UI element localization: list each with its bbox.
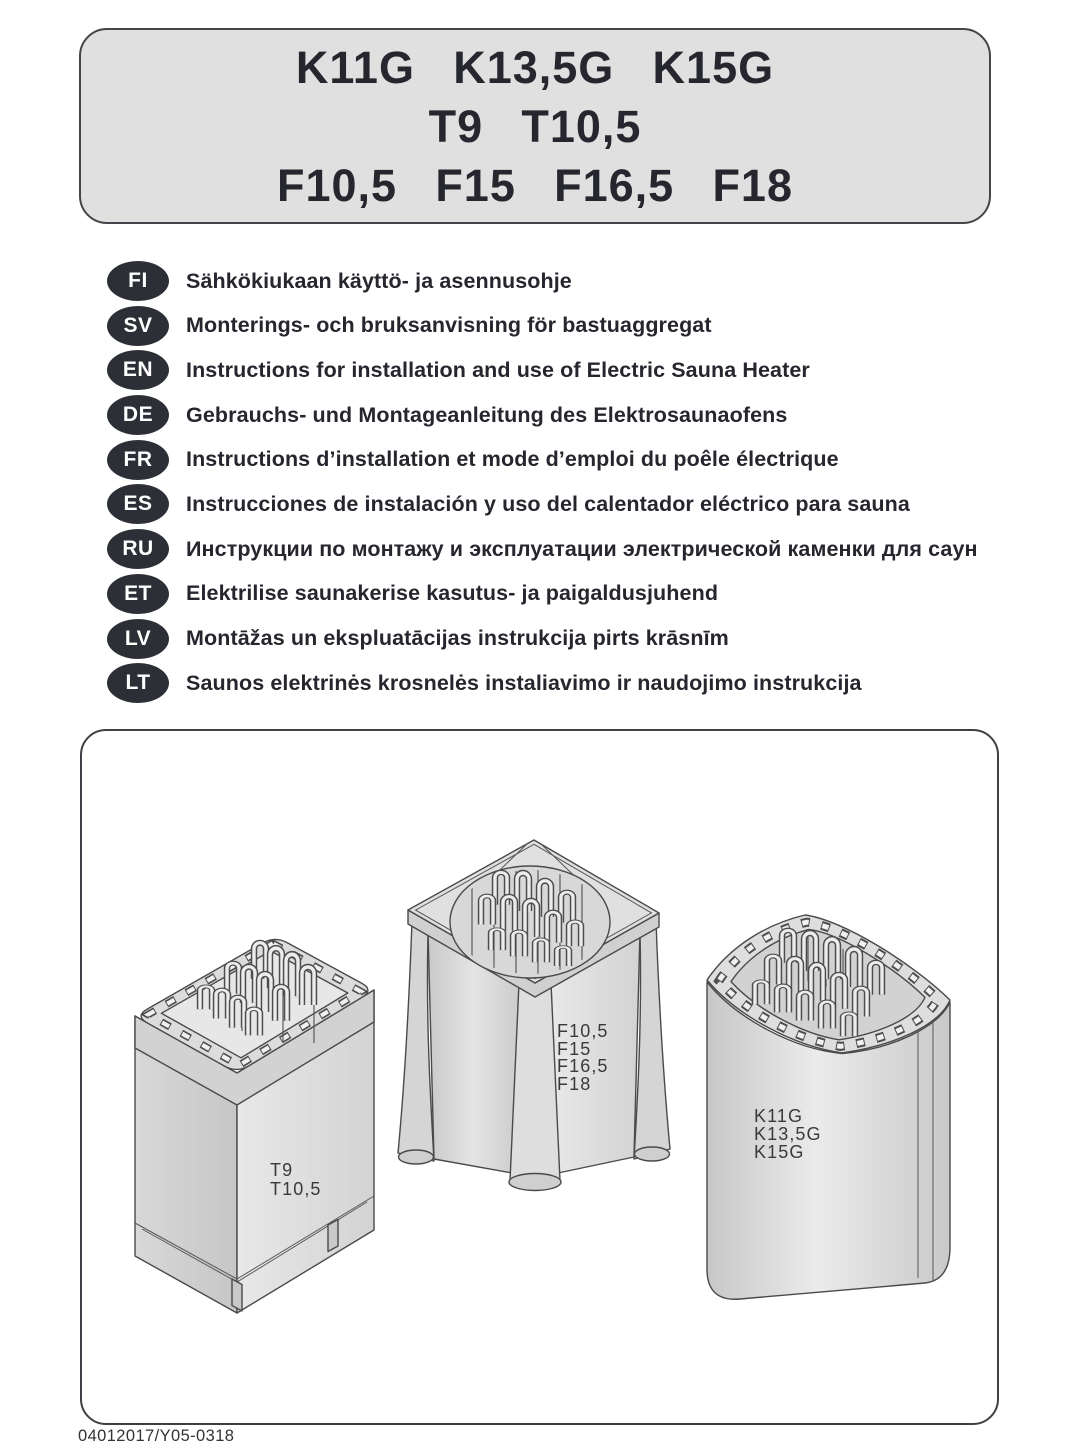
language-badge-sv: SV (107, 306, 169, 346)
f-heater-illustration (398, 840, 670, 1191)
f-series-label-line4: F18 (557, 1074, 592, 1094)
heaters-technical-drawing (82, 731, 997, 1423)
language-row-fr (107, 440, 978, 480)
language-badge-et: ET (107, 574, 169, 614)
f-series-label-line3: F16,5 (557, 1056, 609, 1076)
language-badge-fi: FI (107, 261, 169, 301)
language-title-et: Elektrilise saunakerise kasutus- ja paigaldusjuhend (186, 581, 719, 606)
language-badge-es: ES (107, 484, 169, 524)
model-title-box (79, 28, 991, 224)
language-badge-lv: LV (107, 619, 169, 659)
language-title-fr: Instructions d’installation et mode d’emploi du poêle électrique (186, 447, 839, 472)
k-series-label-line1: K11G (754, 1106, 804, 1126)
f-series-label-line2: F15 (557, 1039, 592, 1059)
language-title-de: Gebrauchs- und Montageanleitung des Elektrosaunaofens (186, 402, 788, 427)
language-badge-lt: LT (107, 663, 169, 703)
document-number: 04012017/Y05-0318 (78, 1427, 235, 1445)
language-row-et (107, 574, 978, 614)
language-title-es: Instrucciones de instalación y uso del calentador eléctrico para sauna (186, 491, 910, 516)
language-title-lt: Saunos elektrinės krosnelės instaliavimo ir naudojimo instrukcija (186, 670, 862, 695)
t-series-label-line2: T10,5 (270, 1179, 322, 1199)
language-row-en (107, 350, 978, 390)
language-row-de (107, 395, 978, 435)
title-line-t-models: T9 T10,5 (428, 100, 642, 152)
heater-illustration-box (80, 729, 999, 1425)
language-badge-ru: RU (107, 529, 169, 569)
title-line-f-models: F10,5 F15 F16,5 F18 (277, 159, 793, 211)
language-badge-fr: FR (107, 440, 169, 480)
f-series-label-line1: F10,5 (557, 1021, 609, 1041)
k-series-label-line3: K15G (754, 1142, 805, 1162)
k-heater-illustration (707, 915, 950, 1299)
language-row-lv (107, 619, 978, 659)
language-title-lv: Montāžas un ekspluatācijas instrukcija pirts krāsnīm (186, 626, 729, 650)
language-title-fi: Sähkökiukaan käyttö- ja asennusohje (186, 268, 572, 293)
k-series-label-line2: K13,5G (754, 1124, 822, 1144)
t-series-label-line1: T9 (270, 1160, 294, 1180)
language-row-sv (107, 306, 978, 346)
language-row-es (107, 484, 978, 524)
t-heater-illustration (135, 939, 374, 1313)
language-row-ru (107, 529, 978, 569)
language-list (107, 261, 978, 708)
language-title-en: Instructions for installation and use of Electric Sauna Heater (186, 357, 810, 382)
language-row-lt (107, 663, 978, 703)
language-title-sv: Monterings- och bruksanvisning för bastuaggregat (186, 313, 712, 338)
language-row-fi (107, 261, 978, 301)
language-badge-en: EN (107, 350, 169, 390)
title-line-k-models: K11G K13,5G K15G (295, 41, 775, 93)
language-badge-de: DE (107, 395, 169, 435)
language-title-ru: Инструкции по монтажу и эксплуатации электрической каменки для саун (186, 536, 978, 561)
